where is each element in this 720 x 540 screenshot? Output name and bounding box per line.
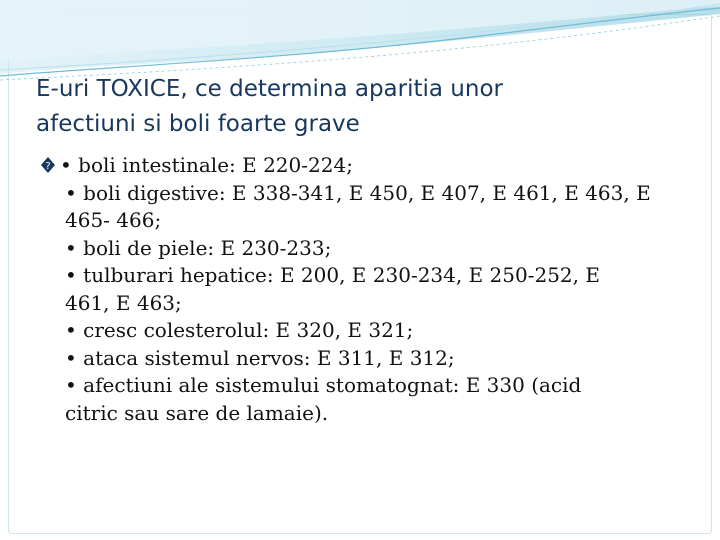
content-list: [40, 152, 690, 427]
list-item-continuation: citric sau sare de lamaie).: [65, 400, 329, 425]
list-item: • tulburari hepatice: E 200, E 230-234, E 250-252, E: [65, 263, 600, 287]
title-line-1: E-uri TOXICE, ce determina aparitia unor: [36, 76, 503, 102]
slide-title: [36, 72, 676, 142]
list-item: • boli de piele: E 230-233;: [65, 235, 332, 260]
list-item: • cresc colesterolul: E 320, E 321;: [65, 318, 414, 342]
title-line-2: afectiuni si boli foarte grave: [36, 111, 360, 137]
list-item-continuation: 465- 466;: [65, 208, 162, 232]
list-item: [40, 152, 690, 180]
list-item-text: • boli intestinale: E 220-224;: [60, 153, 353, 177]
list-item: • ataca sistemul nervos: E 311, E 312;: [65, 345, 455, 370]
list-item: • boli digestive: E 338-341, E 450, E 407, E 461, E 463, E: [65, 180, 651, 205]
replacement-character-icon: [40, 156, 56, 174]
svg-text:?: ?: [45, 161, 51, 172]
list-item: • afectiuni ale sistemului stomatognat: E 330 (acid: [65, 373, 582, 397]
list-item-continuation: 461, E 463;: [65, 290, 182, 315]
